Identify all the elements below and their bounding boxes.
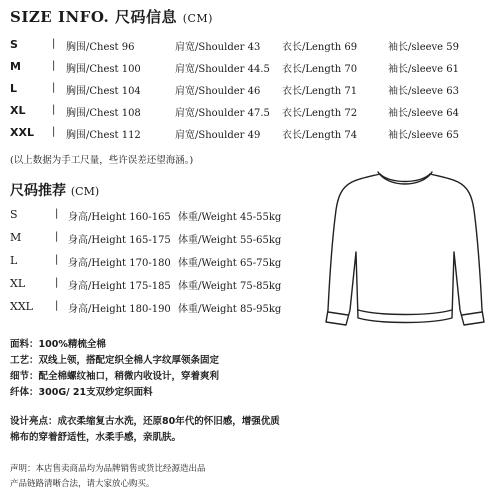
- size-label: L: [10, 82, 18, 95]
- chest-cell: 胸围/Chest 108: [66, 108, 141, 119]
- size-info-title: [10, 6, 213, 27]
- size-label: XXL: [10, 126, 34, 139]
- size-label: XL: [10, 104, 26, 117]
- height-cell: 身高/Height 160-165: [68, 212, 171, 223]
- sleeve-cell: 袖长/sleeve 65: [388, 130, 460, 141]
- size-recommend-title-text: 尺码推荐: [10, 183, 66, 199]
- length-cell: 衣长/Length 69: [282, 42, 358, 53]
- height-cell: 身高/Height 165-175: [68, 235, 171, 246]
- shoulder-cell: 肩宽/Shoulder 44.5: [175, 64, 270, 75]
- size-recommend-title: [10, 180, 99, 200]
- weight-cell: 体重/Weight 75-85kg: [178, 281, 282, 292]
- sleeve-cell: 袖长/sleeve 61: [388, 64, 460, 75]
- height-cell: 身高/Height 175-185: [68, 281, 171, 292]
- fabric-line: 面料：100%精梳全棉: [10, 339, 106, 350]
- shoulder-cell: 肩宽/Shoulder 43: [175, 42, 261, 53]
- shoulder-cell: 肩宽/Shoulder 47.5: [175, 108, 270, 119]
- declaration-line2: 产品链路清晰合法，请大家放心购买。: [10, 479, 155, 489]
- declaration-line1: 声明：本店售卖商品均为品牌销售或货比经源造出品: [10, 464, 206, 474]
- size-label: XL: [10, 277, 26, 290]
- chest-cell: 胸围/Chest 112: [66, 130, 141, 141]
- sleeve-cell: 袖长/sleeve 64: [388, 108, 460, 119]
- separator: |: [52, 60, 56, 71]
- weight-cell: 体重/Weight 85-95kg: [178, 304, 282, 315]
- size-info-title-text: SIZE INFO. 尺码信息: [10, 8, 177, 26]
- size-label: L: [10, 254, 18, 267]
- size-label: S: [10, 38, 18, 51]
- detail-line: 细节：配全棉螺纹袖口，稍微内收设计，穿着爽利: [10, 371, 220, 382]
- sleeve-cell: 袖长/sleeve 59: [388, 42, 460, 53]
- craft-line: 工艺：双线上领，搭配定织全棉人字纹厚领条固定: [10, 355, 220, 366]
- size-info-unit: (CM): [182, 12, 213, 25]
- size-recommend-unit: (CM): [70, 185, 100, 198]
- size-label: M: [10, 231, 22, 244]
- separator: |: [55, 208, 59, 219]
- separator: |: [55, 254, 59, 265]
- design-highlight-line2: 棉布的穿着舒适性，水柔手感，亲肌肤。: [10, 432, 182, 443]
- size-label: M: [10, 60, 21, 73]
- chest-cell: 胸围/Chest 100: [66, 64, 141, 75]
- height-cell: 身高/Height 180-190: [68, 304, 171, 315]
- separator: |: [52, 38, 56, 49]
- separator: |: [52, 126, 56, 137]
- yarn-line: 纤体：300G/ 21支双纱定织面料: [10, 387, 153, 398]
- separator: |: [55, 231, 59, 242]
- length-cell: 衣长/Length 74: [282, 130, 358, 141]
- chest-cell: 胸围/Chest 96: [66, 42, 135, 53]
- separator: |: [52, 82, 56, 93]
- size-label: XXL: [10, 300, 33, 313]
- height-cell: 身高/Height 170-180: [68, 258, 171, 269]
- separator: |: [55, 277, 59, 288]
- length-cell: 衣长/Length 72: [282, 108, 358, 119]
- sleeve-cell: 袖长/sleeve 63: [388, 86, 460, 97]
- separator: |: [52, 104, 56, 115]
- weight-cell: 体重/Weight 65-75kg: [178, 258, 282, 269]
- length-cell: 衣长/Length 70: [282, 64, 358, 75]
- size-label: S: [10, 208, 18, 221]
- weight-cell: 体重/Weight 55-65kg: [178, 235, 282, 246]
- length-cell: 衣长/Length 71: [282, 86, 358, 97]
- measurement-note: (以上数据为手工尺量，些许误差还望海涵。): [10, 155, 194, 166]
- shoulder-cell: 肩宽/Shoulder 49: [175, 130, 261, 141]
- design-highlight-line1: 设计亮点：成衣柔缩复古水洗，还原80年代的怀旧感，增强优质: [10, 416, 280, 427]
- chest-cell: 胸围/Chest 104: [66, 86, 141, 97]
- sweatshirt-illustration: [320, 160, 490, 335]
- shoulder-cell: 肩宽/Shoulder 46: [175, 86, 261, 97]
- separator: |: [55, 300, 59, 311]
- weight-cell: 体重/Weight 45-55kg: [178, 212, 282, 223]
